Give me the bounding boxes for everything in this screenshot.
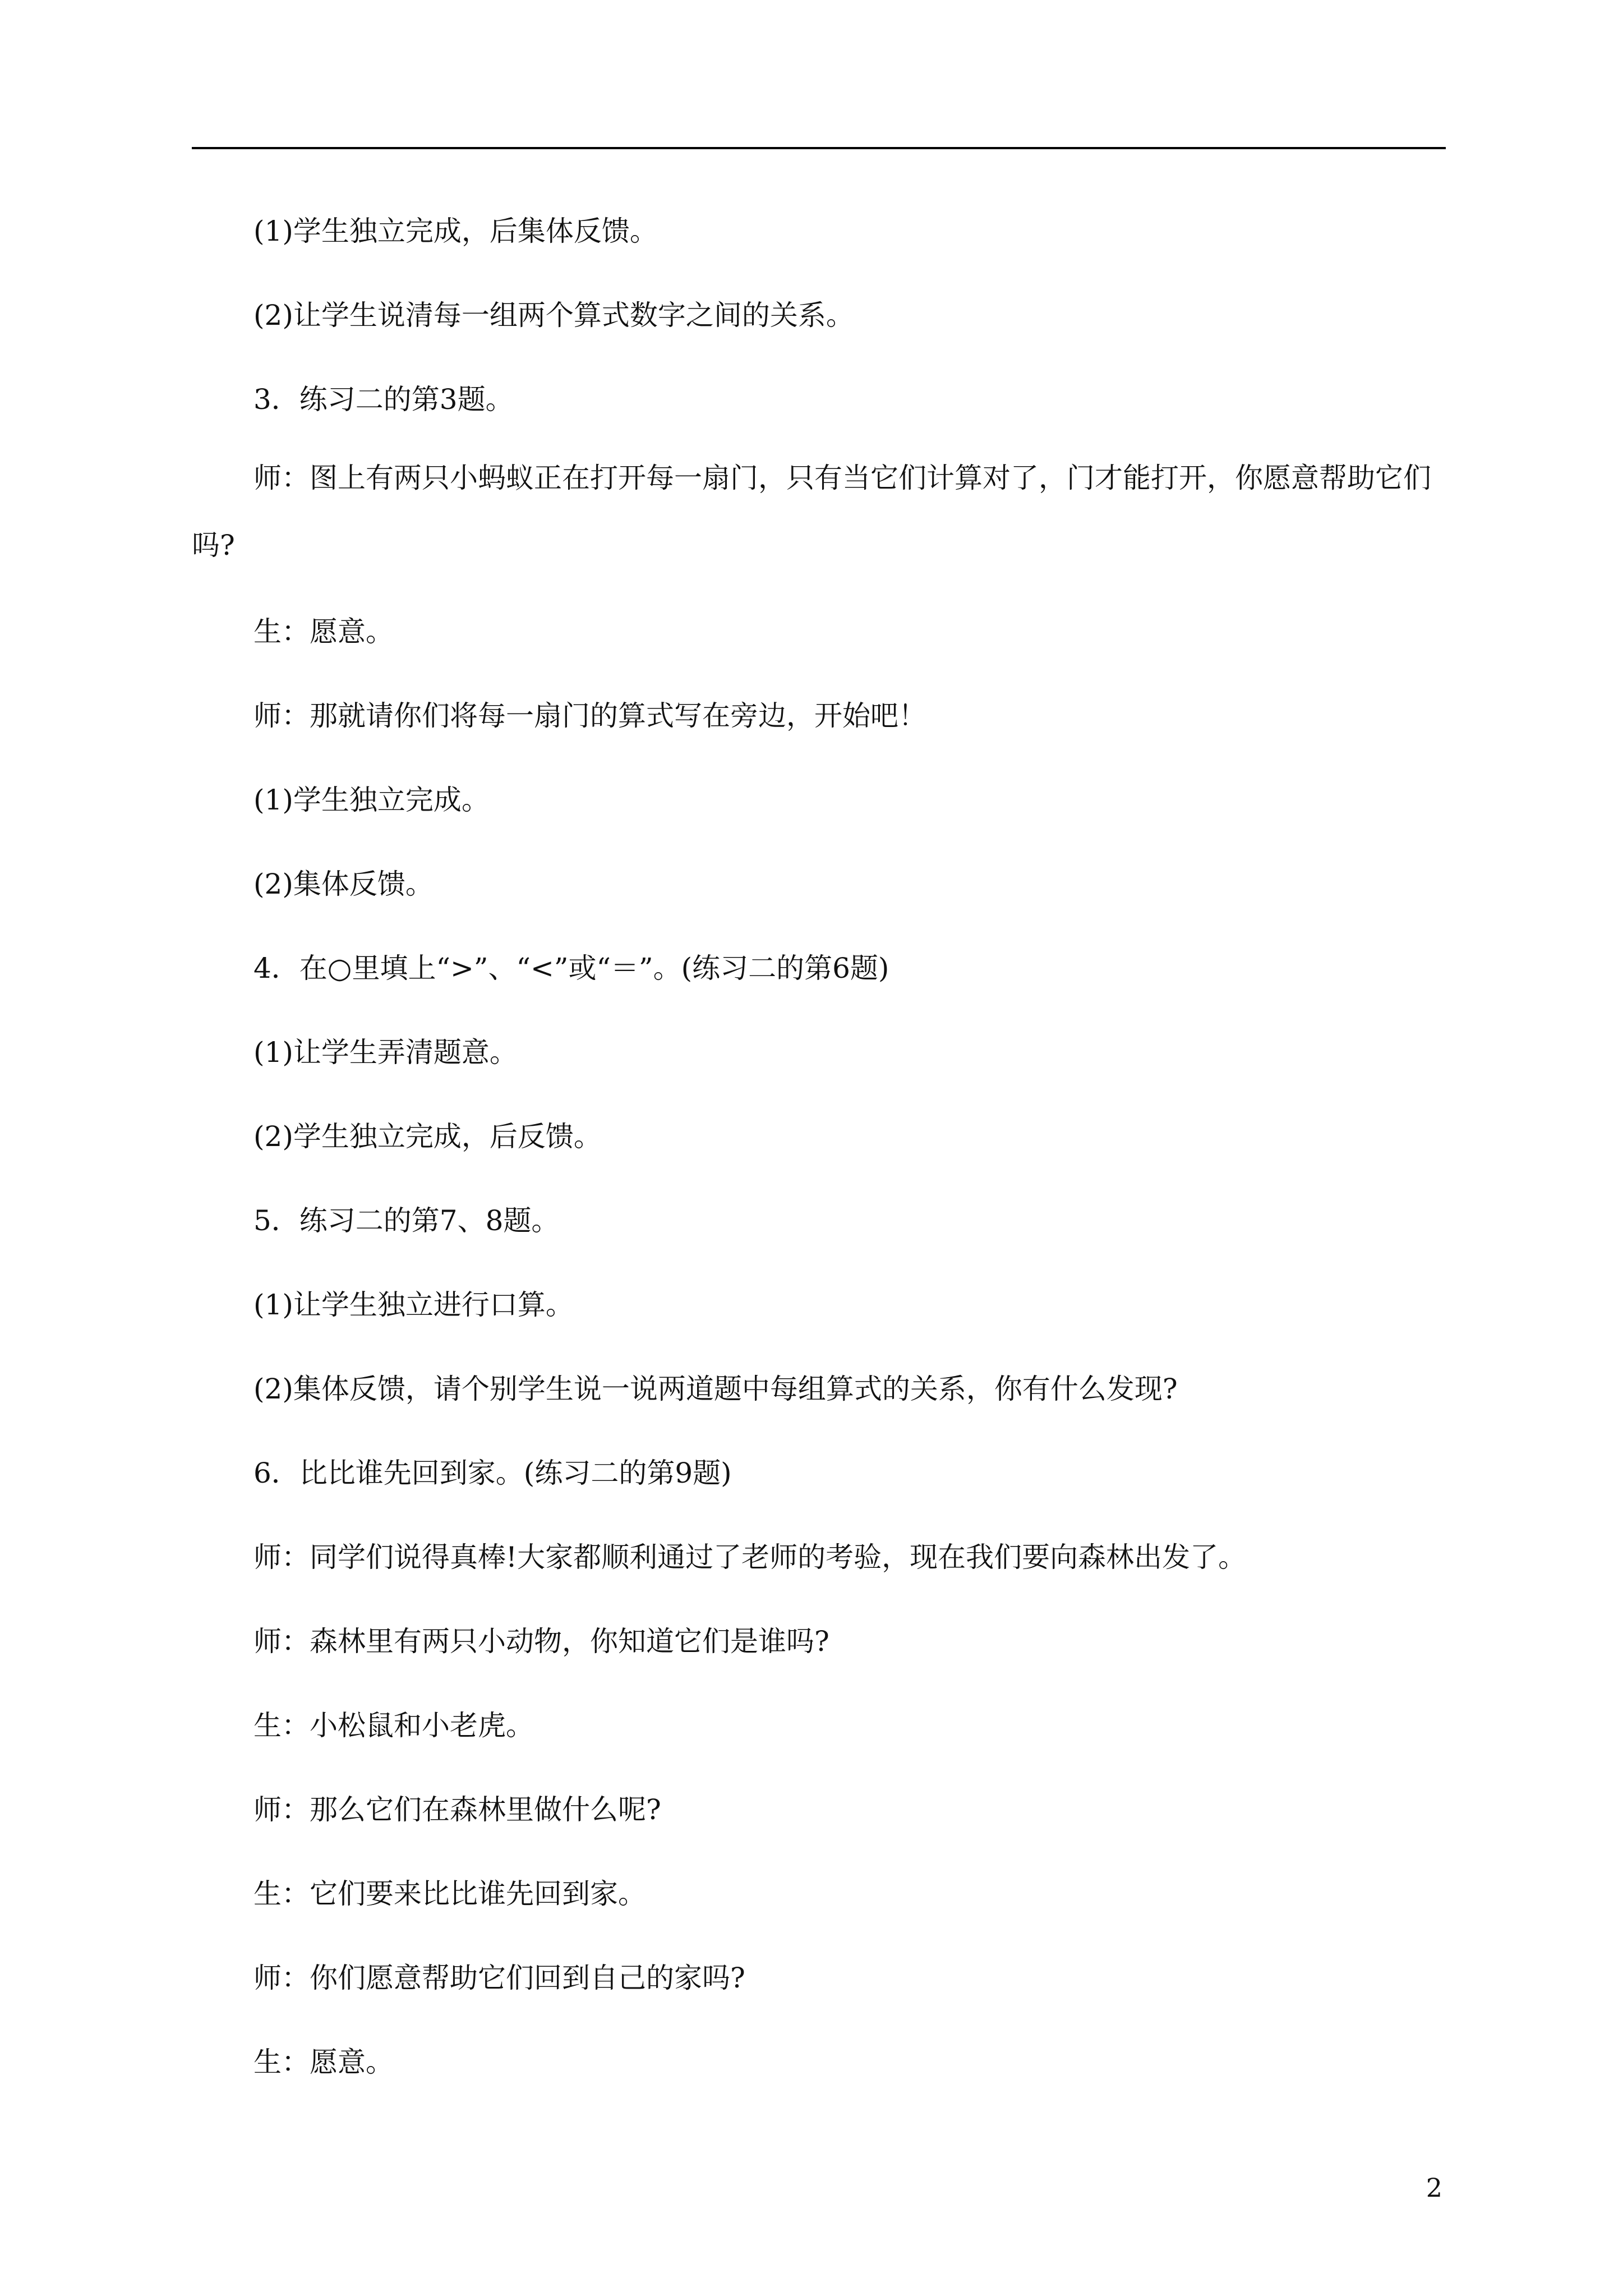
paragraph: (1)学生独立完成。	[253, 784, 490, 816]
paragraph: (2)集体反馈。	[253, 868, 434, 900]
paragraph: 师：那么它们在森林里做什么呢?	[253, 1793, 661, 1826]
paragraph: 生：小松鼠和小老虎。	[253, 1709, 534, 1742]
page-number: 2	[1426, 2173, 1442, 2203]
paragraph: (2)让学生说清每一组两个算式数字之间的关系。	[253, 299, 854, 332]
paragraph: 3．练习二的第3题。	[253, 383, 514, 416]
paragraph: 生：愿意。	[253, 615, 394, 648]
paragraph: 师：同学们说得真棒!大家都顺利通过了老师的考验，现在我们要向森林出发了。	[253, 1541, 1247, 1573]
paragraph: 生：愿意。	[253, 2046, 394, 2078]
paragraph: (1)让学生弄清题意。	[253, 1036, 518, 1069]
header-rule	[192, 147, 1446, 149]
paragraph: (1)学生独立完成，后集体反馈。	[253, 215, 658, 247]
paragraph: 6．比比谁先回到家。(练习二的第9题)	[253, 1457, 732, 1489]
document-body	[192, 168, 1446, 2080]
paragraph: 师：那就请你们将每一扇门的算式写在旁边，开始吧！	[253, 700, 926, 732]
paragraph: 生：它们要来比比谁先回到家。	[253, 1878, 646, 1910]
paragraph: (1)让学生独立进行口算。	[253, 1289, 574, 1321]
paragraph: 师：图上有两只小蚂蚁正在打开每一扇门，只有当它们计算对了，门才能打开，你愿意帮助它们吗?	[192, 462, 1431, 562]
paragraph: 5．练习二的第7、8题。	[253, 1204, 560, 1237]
paragraph: 4．在○里填上“>”、“<”或“＝”。(练习二的第6题)	[253, 952, 889, 984]
paragraph: (2)学生独立完成，后反馈。	[253, 1120, 602, 1153]
paragraph: (2)集体反馈，请个别学生说一说两道题中每组算式的关系，你有什么发现?	[253, 1373, 1178, 1405]
paragraph: 师：你们愿意帮助它们回到自己的家吗?	[253, 1962, 745, 1994]
paragraph: 师：森林里有两只小动物，你知道它们是谁吗?	[253, 1625, 829, 1658]
